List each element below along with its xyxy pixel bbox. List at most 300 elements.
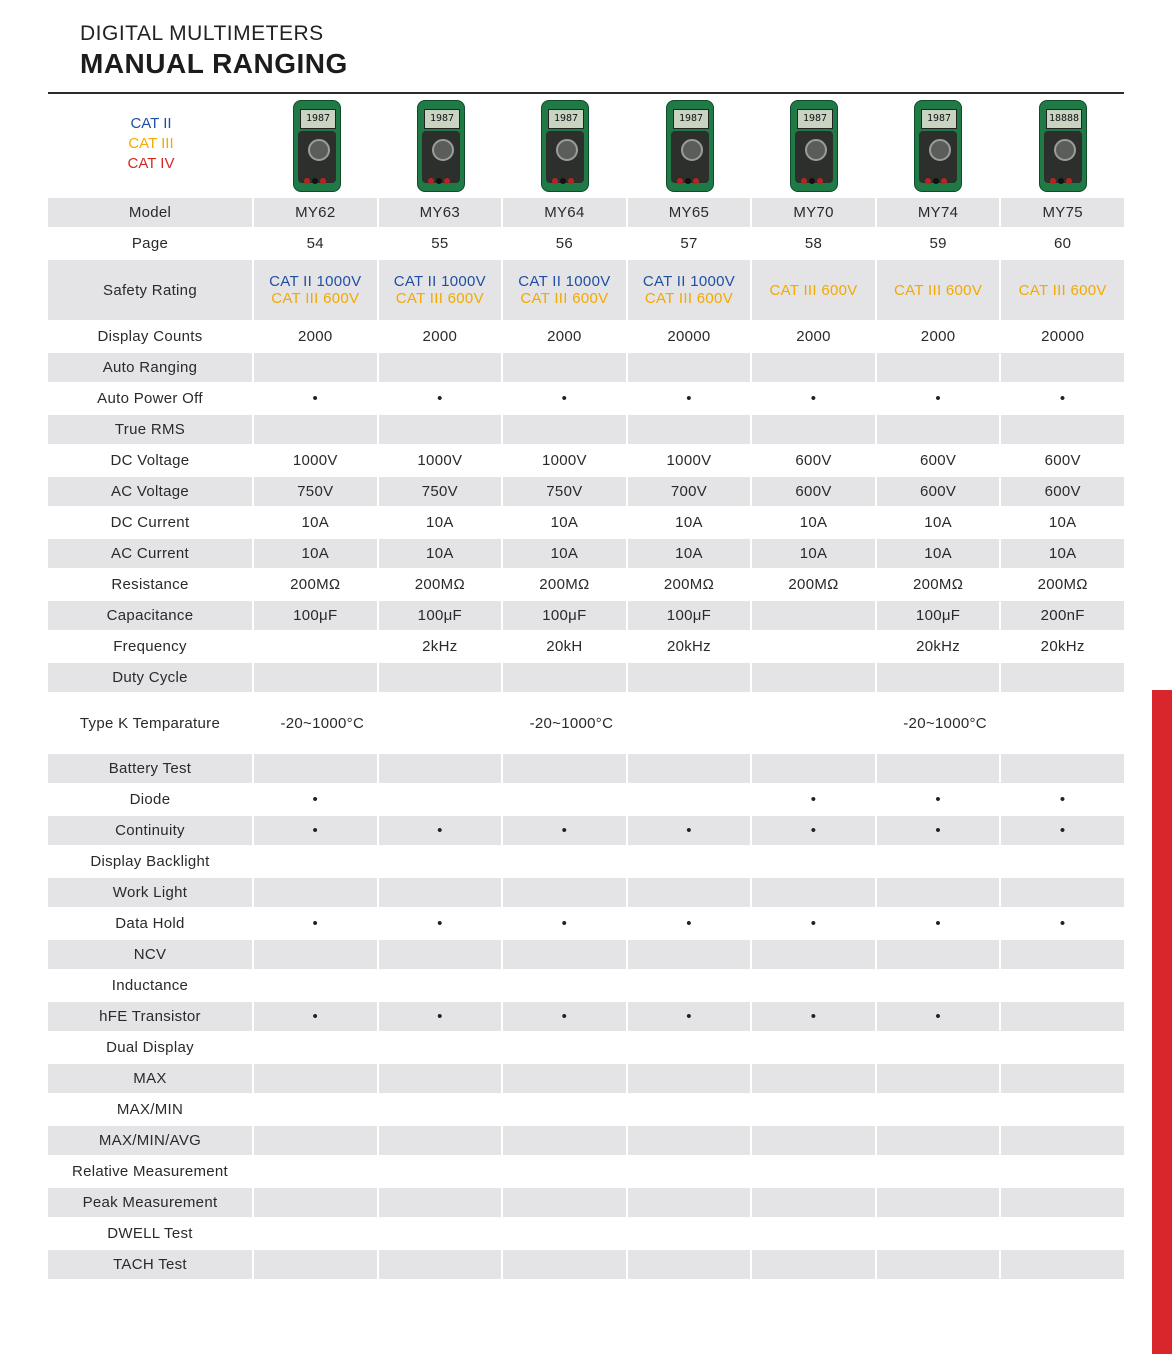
spec-cell: MY70 [752, 198, 875, 227]
spec-cell [379, 260, 502, 320]
feature-dot: • [810, 390, 817, 407]
spec-cell: 600V [1044, 452, 1081, 469]
spec-cell [877, 663, 1000, 692]
spec-cell [752, 1219, 875, 1248]
spec-cell [877, 1250, 1000, 1279]
spec-cell [1001, 754, 1124, 783]
multimeter-image [666, 100, 714, 192]
meter-body [671, 131, 709, 183]
spec-row-dual-display [48, 1033, 1124, 1062]
feature-dot: • [254, 816, 377, 845]
spec-cell [254, 1033, 377, 1062]
spec-cell [628, 694, 751, 752]
spec-cell: 59 [929, 235, 947, 252]
row-label: Type K Temparature [79, 714, 221, 732]
spec-cell [752, 663, 875, 692]
product-images [254, 98, 1124, 194]
spec-cell [503, 663, 626, 692]
spec-cell [752, 1095, 875, 1124]
spec-cell: 600V [919, 452, 957, 469]
meter-lcd: 1987 [548, 109, 584, 129]
feature-dot: • [1059, 390, 1066, 407]
feature-dot: • [312, 791, 319, 808]
spec-cell [752, 940, 875, 969]
spec-cell [503, 1126, 626, 1155]
row-label: Diode [129, 791, 171, 808]
feature-dot: • [877, 1002, 1000, 1031]
spec-cell [379, 971, 502, 1000]
spec-cell: 20000 [1041, 328, 1085, 345]
spec-row-peak [48, 1188, 1124, 1217]
spec-cell: 750V [379, 477, 502, 506]
row-label: True RMS [48, 415, 252, 444]
spec-cell [1001, 260, 1124, 320]
feature-dot: • [437, 390, 443, 407]
spec-cell [379, 663, 502, 692]
spec-cell [877, 847, 1000, 876]
meter-jacks [1050, 171, 1076, 177]
spec-row-page [48, 229, 1124, 258]
spec-cell [379, 1219, 502, 1248]
spec-cell: 10A [628, 539, 751, 568]
spec-cell [254, 1157, 377, 1186]
spec-cell: 20kH [546, 638, 583, 655]
spec-cell [752, 1250, 875, 1279]
spec-cell [628, 1188, 751, 1217]
meter-lcd: 1987 [797, 109, 833, 129]
spec-cell [503, 847, 626, 876]
spec-cell: 2000 [547, 328, 582, 345]
spec-cell [752, 415, 875, 444]
multimeter-image [541, 100, 589, 192]
spec-cell [628, 847, 751, 876]
feature-dot: • [686, 390, 692, 407]
spec-cell [503, 1188, 626, 1217]
feature-dot: • [877, 816, 1000, 845]
spec-cell: 600V [752, 477, 875, 506]
feature-dot: • [810, 791, 817, 808]
spec-row-data-hold [48, 909, 1124, 938]
spec-cell [628, 415, 751, 444]
spec-cell: 10A [301, 514, 330, 531]
spec-row-max [48, 1064, 1124, 1093]
spec-cell: 56 [555, 235, 574, 252]
spec-cell [379, 1033, 502, 1062]
spec-cell: 1000V [292, 452, 338, 469]
spec-cell [877, 1126, 1000, 1155]
meter-body [1044, 131, 1082, 183]
safety-rating-line: CAT II 1000V [518, 273, 611, 290]
spec-cell [752, 1188, 875, 1217]
row-label: Relative Measurement [71, 1163, 229, 1180]
spec-cell [628, 1219, 751, 1248]
spec-cell [1001, 940, 1124, 969]
spec-cell [379, 754, 502, 783]
spec-cell: MY63 [379, 198, 502, 227]
meter-lcd: 18888 [1046, 109, 1082, 129]
spec-cell: 200MΩ [539, 576, 590, 593]
spec-cell [752, 1033, 875, 1062]
feature-dot: • [437, 915, 443, 932]
spec-cell [877, 878, 1000, 907]
row-label: Dual Display [106, 1039, 194, 1056]
meter-body [795, 131, 833, 183]
spec-cell [503, 754, 626, 783]
spec-cell [877, 260, 1000, 320]
meter-lcd: 1987 [673, 109, 709, 129]
spec-row-dc-voltage [48, 446, 1124, 475]
spec-row-dc-current [48, 508, 1124, 537]
spec-cell [877, 1157, 1000, 1186]
spec-cell [877, 1033, 1000, 1062]
row-label: MAX [48, 1064, 252, 1093]
spec-cell [752, 1064, 875, 1093]
spec-cell: 200MΩ [414, 576, 465, 593]
spec-row-ncv [48, 940, 1124, 969]
spec-cell [877, 1095, 1000, 1124]
meter-jacks [801, 171, 827, 177]
feature-dot: • [503, 1002, 626, 1031]
spec-cell [1001, 415, 1124, 444]
spec-cell: MY64 [503, 198, 626, 227]
spec-cell: -20~1000°C [903, 714, 987, 732]
row-label: NCV [48, 940, 252, 969]
spec-cell [379, 694, 502, 752]
spec-cell [628, 878, 751, 907]
spec-cell [379, 940, 502, 969]
spec-cell [1001, 694, 1124, 752]
page-subtitle: DIGITAL MULTIMETERS [80, 22, 324, 45]
feature-dot: • [561, 915, 568, 932]
feature-dot: • [686, 915, 692, 932]
spec-cell [877, 353, 1000, 382]
spec-cell: 10A [426, 514, 454, 531]
spec-cell [628, 663, 751, 692]
spec-cell: 10A [254, 539, 377, 568]
spec-cell [752, 632, 875, 661]
spec-row-resistance [48, 570, 1124, 599]
row-label: AC Current [48, 539, 252, 568]
spec-cell: 20kHz [1040, 638, 1085, 655]
spec-row-inductance [48, 971, 1124, 1000]
multimeter-image [790, 100, 838, 192]
spec-cell: 1000V [541, 452, 587, 469]
spec-table [46, 196, 1126, 1281]
spec-cell [752, 878, 875, 907]
meter-body [422, 131, 460, 183]
spec-row-model [48, 198, 1124, 227]
spec-cell [379, 1157, 502, 1186]
page-title: MANUAL RANGING [80, 48, 348, 79]
spec-cell [877, 940, 1000, 969]
spec-cell: MY75 [1001, 198, 1124, 227]
spec-cell [628, 785, 751, 814]
spec-cell: 20kHz [666, 638, 711, 655]
spec-cell: 1000V [666, 452, 712, 469]
spec-cell [379, 353, 502, 382]
spec-cell [379, 847, 502, 876]
row-label: Auto Power Off [97, 390, 203, 407]
spec-cell [1001, 847, 1124, 876]
spec-cell [628, 940, 751, 969]
spec-cell: 700V [628, 477, 751, 506]
spec-cell [628, 1157, 751, 1186]
spec-cell: 2000 [920, 328, 956, 345]
spec-cell [503, 1033, 626, 1062]
spec-cell: 10A [799, 514, 828, 531]
legend-cat3: CAT III [128, 135, 174, 152]
spec-cell [752, 601, 875, 630]
meter-lcd: 1987 [921, 109, 957, 129]
spec-cell [503, 940, 626, 969]
meter-body [546, 131, 584, 183]
spec-cell [254, 1095, 377, 1124]
row-label: DC Current [110, 514, 190, 531]
meter-dial [805, 139, 827, 161]
feature-dot: • [1059, 791, 1066, 808]
row-label: DC Voltage [110, 452, 190, 469]
row-label: Data Hold [115, 915, 185, 932]
spec-cell [1001, 1126, 1124, 1155]
spec-cell [628, 353, 751, 382]
legend-cat4: CAT IV [127, 155, 175, 172]
multimeter-image [293, 100, 341, 192]
spec-cell [1001, 1033, 1124, 1062]
row-label: Model [48, 198, 252, 227]
spec-cell [503, 878, 626, 907]
spec-cell [752, 260, 875, 320]
spec-cell [503, 260, 626, 320]
spec-cell [752, 971, 875, 1000]
spec-cell [503, 1219, 626, 1248]
feature-dot: • [503, 816, 626, 845]
safety-rating-line: CAT III 600V [520, 290, 609, 307]
spec-cell: 200MΩ [1037, 576, 1088, 593]
spec-cell [503, 1095, 626, 1124]
row-label: Capacitance [48, 601, 252, 630]
safety-rating-line: CAT III 600V [644, 290, 734, 307]
spec-cell: 10A [675, 514, 703, 531]
row-label: Auto Ranging [48, 353, 252, 382]
row-label: MAX/MIN [116, 1101, 184, 1118]
spec-cell: 10A [550, 514, 579, 531]
spec-row-ac-voltage [48, 477, 1124, 506]
spec-cell: 10A [877, 539, 1000, 568]
spec-cell [628, 1033, 751, 1062]
meter-dial [432, 139, 454, 161]
meter-jacks [925, 171, 951, 177]
spec-cell [379, 1188, 502, 1217]
meter-body [919, 131, 957, 183]
spec-cell [752, 353, 875, 382]
spec-row-duty-cycle [48, 663, 1124, 692]
spec-cell: 600V [1001, 477, 1124, 506]
spec-cell [877, 971, 1000, 1000]
row-label: Peak Measurement [48, 1188, 252, 1217]
spec-cell: 100μF [628, 601, 751, 630]
row-label: AC Voltage [48, 477, 252, 506]
spec-cell [503, 1250, 626, 1279]
spec-cell [1001, 1064, 1124, 1093]
spec-cell: 100μF [254, 601, 377, 630]
safety-rating-line: CAT III 600V [894, 281, 983, 299]
spec-cell: MY65 [628, 198, 751, 227]
side-accent-bar [1152, 690, 1172, 1354]
safety-rating-line: CAT II 1000V [642, 273, 736, 290]
row-label: Display Counts [97, 328, 203, 345]
multimeter-image [1039, 100, 1087, 192]
spec-cell [503, 971, 626, 1000]
spec-cell [1001, 1157, 1124, 1186]
spec-cell: 20kHz [916, 638, 961, 655]
spec-cell: 2000 [297, 328, 333, 345]
spec-cell [379, 785, 502, 814]
spec-cell [1001, 353, 1124, 382]
feature-dot: • [312, 915, 319, 932]
spec-row-safety [48, 260, 1124, 320]
spec-cell: 60 [1054, 235, 1072, 252]
spec-cell [1001, 1188, 1124, 1217]
meter-jacks [304, 171, 330, 177]
feature-dot: • [752, 1002, 875, 1031]
spec-row-hfe [48, 1002, 1124, 1031]
spec-cell: 10A [379, 539, 502, 568]
meter-jacks [677, 171, 703, 177]
spec-cell [877, 1064, 1000, 1093]
spec-cell [752, 1157, 875, 1186]
feature-dot: • [254, 1002, 377, 1031]
safety-rating-line: CAT III 600V [1018, 281, 1107, 299]
spec-row-ac-current [48, 539, 1124, 568]
spec-cell: MY74 [877, 198, 1000, 227]
spec-cell [1001, 1250, 1124, 1279]
spec-cell [628, 1126, 751, 1155]
feature-dot: • [1059, 915, 1066, 932]
feature-dot: • [379, 816, 502, 845]
meter-dial [1054, 139, 1076, 161]
spec-cell [1001, 1002, 1124, 1031]
spec-row-frequency [48, 632, 1124, 661]
spec-cell: 200MΩ [663, 576, 715, 593]
row-label: hFE Transistor [48, 1002, 252, 1031]
row-label: Battery Test [48, 754, 252, 783]
spec-cell: 100μF [877, 601, 1000, 630]
spec-row-max-min-avg [48, 1126, 1124, 1155]
spec-cell: 2kHz [422, 638, 458, 655]
spec-cell: 100μF [379, 601, 502, 630]
spec-cell: 750V [503, 477, 626, 506]
feature-dot: • [935, 915, 941, 932]
spec-cell: 10A [924, 514, 952, 531]
spec-cell [877, 754, 1000, 783]
feature-dot: • [1001, 816, 1124, 845]
spec-cell [1001, 971, 1124, 1000]
spec-cell [752, 694, 875, 752]
spec-cell [752, 847, 875, 876]
spec-cell [254, 1126, 377, 1155]
spec-cell: 200MΩ [788, 576, 839, 593]
spec-row-display-counts [48, 322, 1124, 351]
spec-cell: 600V [877, 477, 1000, 506]
header-divider [48, 92, 1124, 94]
row-label: Safety Rating [48, 260, 252, 320]
spec-cell: 2000 [796, 328, 831, 345]
spec-cell [628, 1095, 751, 1124]
spec-cell [254, 632, 377, 661]
spec-cell [254, 1188, 377, 1217]
meter-jacks [428, 171, 454, 177]
row-label: Continuity [48, 816, 252, 845]
spec-cell [379, 878, 502, 907]
row-label: Duty Cycle [48, 663, 252, 692]
spec-cell: 750V [254, 477, 377, 506]
spec-row-display-backlight [48, 847, 1124, 876]
spec-row-max-min [48, 1095, 1124, 1124]
spec-cell [877, 1219, 1000, 1248]
spec-cell [254, 971, 377, 1000]
spec-cell [254, 847, 377, 876]
spec-row-battery-test [48, 754, 1124, 783]
spec-row-auto-ranging [48, 353, 1124, 382]
feature-dot: • [561, 390, 568, 407]
row-label: Display Backlight [90, 853, 210, 870]
spec-cell: 10A [752, 539, 875, 568]
spec-cell [1001, 1095, 1124, 1124]
spec-cell: 10A [1048, 514, 1077, 531]
spec-cell: 100μF [503, 601, 626, 630]
meter-body [298, 131, 336, 183]
spec-row-true-rms [48, 415, 1124, 444]
spec-cell [254, 663, 377, 692]
spec-cell [254, 1219, 377, 1248]
spec-cell [752, 754, 875, 783]
spec-cell: MY62 [254, 198, 377, 227]
meter-dial [556, 139, 578, 161]
spec-cell: 200MΩ [912, 576, 964, 593]
spec-row-continuity [48, 816, 1124, 845]
spec-cell [503, 353, 626, 382]
safety-rating-line: CAT II 1000V [393, 273, 486, 290]
meter-dial [929, 139, 951, 161]
spec-cell [254, 1064, 377, 1093]
spec-cell [503, 1064, 626, 1093]
row-label: Inductance [111, 977, 189, 994]
spec-cell: 20000 [667, 328, 711, 345]
spec-cell [254, 415, 377, 444]
spec-cell: 200nF [1001, 601, 1124, 630]
spec-cell [254, 353, 377, 382]
spec-cell [877, 1188, 1000, 1217]
spec-cell: 10A [503, 539, 626, 568]
spec-cell [254, 878, 377, 907]
spec-cell: 54 [306, 235, 324, 252]
spec-cell [503, 785, 626, 814]
spec-cell [254, 260, 377, 320]
legend-cat2: CAT II [130, 115, 172, 132]
spec-row-dwell [48, 1219, 1124, 1248]
spec-row-work-light [48, 878, 1124, 907]
spec-cell [877, 415, 1000, 444]
spec-row-temperature [48, 694, 1124, 752]
meter-jacks [552, 171, 578, 177]
row-label: DWELL Test [107, 1225, 193, 1242]
spec-row-tach [48, 1250, 1124, 1279]
spec-cell: -20~1000°C [280, 714, 365, 732]
spec-cell [628, 754, 751, 783]
row-label: Page [131, 235, 169, 252]
meter-lcd: 1987 [300, 109, 336, 129]
multimeter-image [417, 100, 465, 192]
